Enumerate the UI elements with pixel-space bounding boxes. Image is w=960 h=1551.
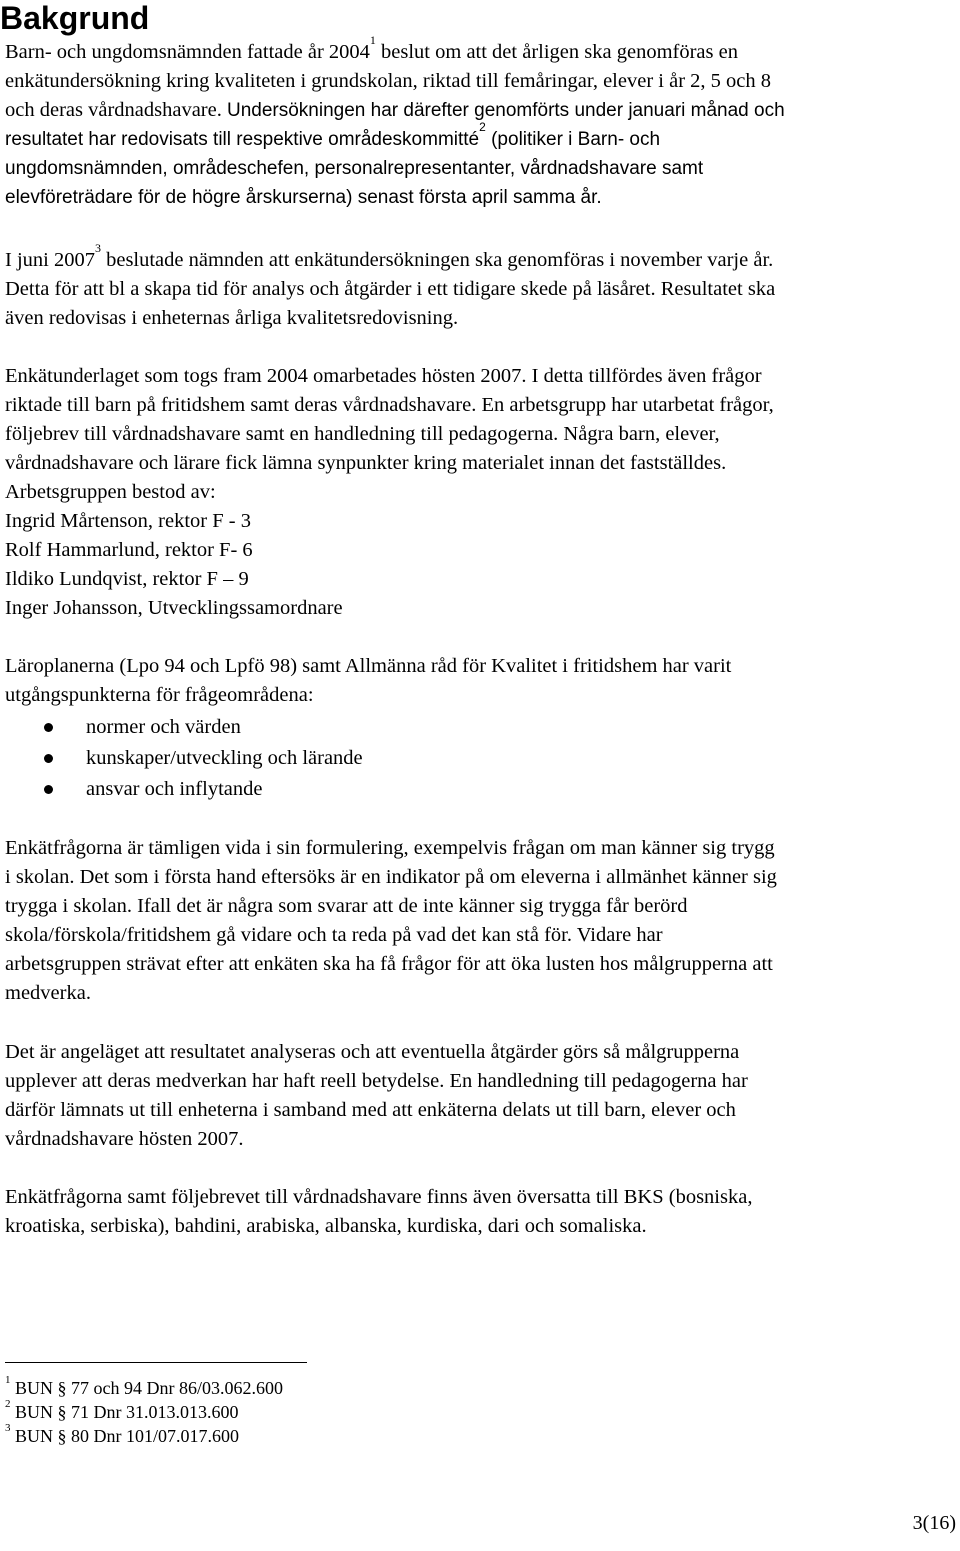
list-item — [40, 743, 363, 774]
text: Undersökningen har därefter genomförts under januari månad och — [226, 100, 785, 121]
member-item: Ingrid Mårtenson, rektor F - 3 — [5, 510, 251, 532]
text-line: Enkätfrågorna samt följebrevet till vårdnadshavare finns även översatta till BKS (bosniska, — [5, 1186, 753, 1208]
list-item-text: normer och värden — [86, 716, 241, 738]
footnote-divider — [5, 1362, 307, 1363]
text: I juni 2007 — [5, 249, 95, 271]
paragraph-workgroup — [5, 362, 955, 623]
text-line: upplever att deras medverkan har haft reell betydelse. En handledning till pedagogerna har — [5, 1070, 748, 1092]
text-line: därför lämnats ut till enheterna i samband med att enkäterna delats ut till barn, elever och — [5, 1099, 736, 1121]
text: beslut om att det årligen ska genomföras en — [375, 41, 738, 63]
text-line: Enkätunderlaget som togs fram 2004 omarbetades hösten 2007. I detta tillfördes även frågor — [5, 365, 762, 387]
text-line: även redovisas i enheternas årliga kvalitetsredovisning. — [5, 307, 459, 329]
footnote-ref: 3 — [94, 241, 101, 255]
text: och deras vårdnadshavare. — [5, 99, 227, 121]
footnote-item — [5, 1400, 283, 1424]
text-line: elevföreträdare för de högre årskurserna) senast första april samma år. — [5, 187, 602, 208]
footnote-item — [5, 1424, 283, 1448]
text-line: arbetsgruppen strävat efter att enkäten ska ha få frågor för att öka lusten hos målgrupperna att — [5, 953, 773, 975]
footnote-item — [5, 1376, 283, 1400]
paragraph-background — [5, 33, 955, 212]
list-item-text: kunskaper/utveckling och lärande — [86, 747, 363, 769]
bullet-icon — [44, 785, 53, 794]
footnote-number: 1 — [5, 1374, 11, 1386]
list-item — [40, 774, 363, 805]
paragraph-analysis — [5, 1038, 955, 1154]
text: resultatet har redovisats till respektive områdeskommitté — [5, 129, 480, 150]
text-line: vårdnadshavare hösten 2007. — [5, 1128, 244, 1150]
text-line: i skolan. Det som i första hand eftersöks är en indikator på om eleverna i allmänhet känner sig — [5, 866, 777, 888]
member-item: Rolf Hammarlund, rektor F- 6 — [5, 539, 253, 561]
text: beslutade nämnden att enkätundersökningen ska genomföras i november varje år. — [100, 249, 774, 271]
text-line: utgångspunkterna för frågeområdena: — [5, 684, 314, 706]
text-line: kroatiska, serbiska), bahdini, arabiska, albanska, kurdiska, dari och somaliska. — [5, 1215, 647, 1237]
page-heading: Bakgrund — [0, 0, 150, 36]
text-line: Arbetsgruppen bestod av: — [5, 481, 216, 503]
text: Barn- och ungdomsnämnden fattade år 2004 — [5, 41, 370, 63]
text-line: enkätundersökning kring kvaliteten i grundskolan, riktad till femåringar, elever i år 2, 5 och 8 — [5, 70, 771, 92]
footnote-text: BUN § 71 Dnr 31.013.013.600 — [10, 1402, 239, 1422]
paragraph-curriculum — [5, 652, 955, 710]
bullet-icon — [44, 723, 53, 732]
footnote-ref: 1 — [369, 33, 376, 47]
text-line: Enkätfrågorna är tämligen vida i sin formulering, exempelvis frågan om man känner sig trygg — [5, 837, 775, 859]
text-line: följebrev till vårdnadshavare samt en handledning till pedagogerna. Några barn, elever, — [5, 423, 720, 445]
paragraph-translations — [5, 1183, 955, 1241]
text-line: skola/förskola/fritidshem gå vidare och ta reda på vad det kan stå för. Vidare har — [5, 924, 663, 946]
footnote-ref: 2 — [479, 120, 486, 134]
bullet-icon — [44, 754, 53, 763]
footnotes — [5, 1376, 283, 1448]
footnote-number: 2 — [5, 1398, 11, 1410]
list-item — [40, 712, 363, 743]
text-line: riktade till barn på fritidshem samt deras vårdnadshavare. En arbetsgrupp har utarbetat frågor, — [5, 394, 774, 416]
paragraph-decision — [5, 241, 955, 333]
text-line: Det är angeläget att resultatet analyseras och att eventuella åtgärder görs så målgrupperna — [5, 1041, 740, 1063]
footnote-text: BUN § 77 och 94 Dnr 86/03.062.600 — [10, 1378, 283, 1398]
text: (politiker i Barn- och — [485, 129, 661, 150]
text-line: trygga i skolan. Ifall det är några som svarar att de inte känner sig trygga får berörd — [5, 895, 688, 917]
list-item-text: ansvar och inflytande — [86, 778, 263, 800]
paragraph-questions — [5, 834, 955, 1008]
footnote-number: 3 — [5, 1422, 11, 1434]
text-line: vårdnadshavare och lärare fick lämna synpunkter kring materialet innan det fastställdes. — [5, 452, 727, 474]
text-line: medverka. — [5, 982, 91, 1004]
footnote-text: BUN § 80 Dnr 101/07.017.600 — [10, 1426, 239, 1446]
bullet-list — [40, 712, 363, 805]
text-line: Detta för att bl a skapa tid för analys och åtgärder i ett tidigare skede på läsåret. Resultatet ska — [5, 278, 776, 300]
member-item: Ildiko Lundqvist, rektor F – 9 — [5, 568, 249, 590]
text-line: ungdomsnämnden, områdeschefen, personalrepresentanter, vårdnadshavare samt — [5, 158, 704, 179]
page-number: 3(16) — [912, 1512, 956, 1534]
member-item: Inger Johansson, Utvecklingssamordnare — [5, 597, 343, 619]
text-line: Läroplanerna (Lpo 94 och Lpfö 98) samt Allmänna råd för Kvalitet i fritidshem har varit — [5, 655, 732, 677]
